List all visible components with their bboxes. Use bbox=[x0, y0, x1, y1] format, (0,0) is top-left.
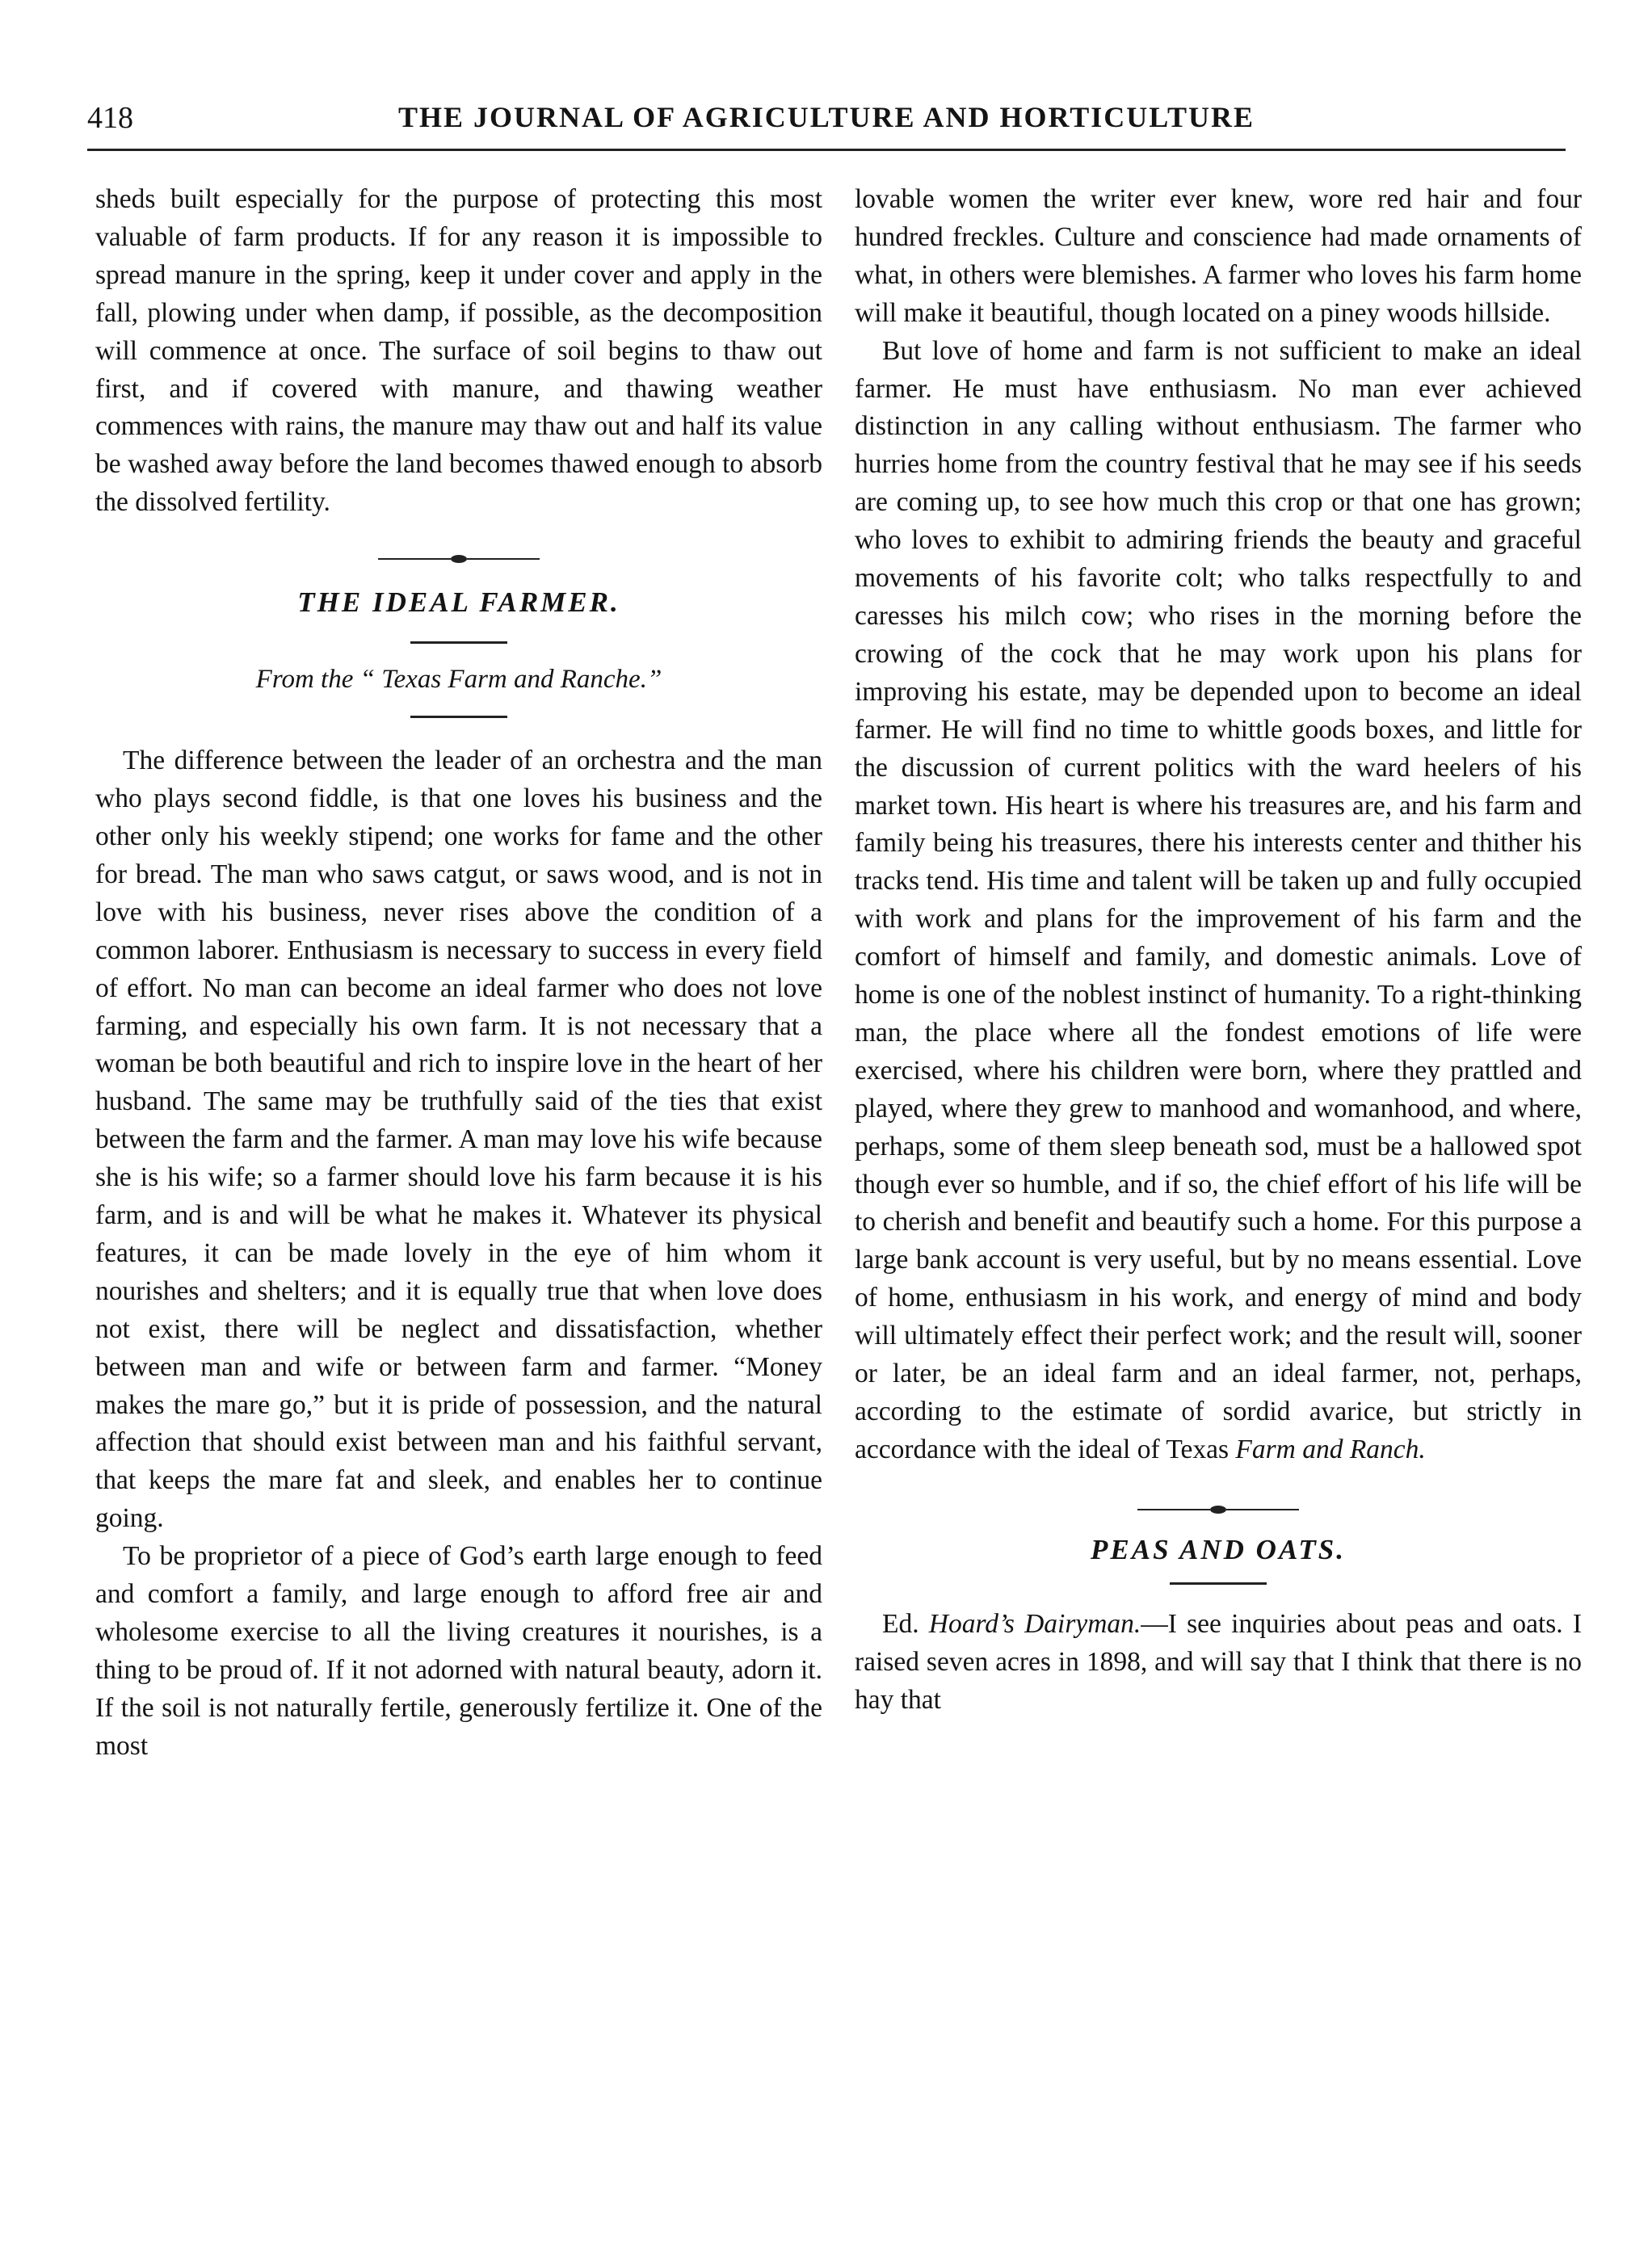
article-paragraph: lovable women the writer ever knew, wore red hair and four hundred freckles. Culture and conscience had made ornaments of what, in others were blemishes. A farmer who loves his farm home will make it beautiful, though located on a piney woods hillside. bbox=[855, 184, 1582, 328]
publication-name: Farm and Ranch. bbox=[1235, 1434, 1426, 1464]
continued-paragraph: sheds built especially for the purpose of protecting this most valuable of farm products. If for any reason it is impossible to spread manure in the spring, keep it under cover and apply in the fall, plowing under when damp, if possible, as the decomposition will commence at once. The surface of soil begins to thaw out first, and if covered with manure, and thawing weather commences with rains, the manure may thaw out and half its value be washed away before the land becomes thawed enough to absorb the dissolved fertility. bbox=[95, 184, 822, 518]
source-publication: Hoard’s Dairyman. bbox=[928, 1608, 1141, 1639]
article-paragraph: The difference between the leader of an orchestra and the man who plays second fiddle, is that one loves his business and the other only his weekly stipend; one works for fame and the other for bread. The man who saws catgut, or saws wood, and is not in love with his business, never rises above the condition of a common laborer. Enthusiasm is necessary to success in every field of effort. No man can become an ideal farmer who does not love farming, and especially his own farm. It is not necessary that a woman be both beautiful and rich to inspire love in the heart of her husband. The same may be truthfully said of the ties that exist between the farm and the farmer. A man may love his wife because she is his wife; so a farmer should love his farm because it is his farm, and is and will be what he makes it. Whatever its physical features, it can be made lovely in the eye of him whom it nourishes and shelters; and it is equally true that when love does not exist, there will be neglect and dissatisfaction, whether between man and wife or between farm and farmer. “Money makes the mare go,” but it is pride of possession, and the natural affection that should exist between man and his faithful servant, that keeps the mare fat and sleek, and enables her to continue going. bbox=[95, 746, 822, 1534]
left-column bbox=[95, 181, 822, 1766]
header-rule bbox=[87, 149, 1566, 151]
article-title: THE IDEAL FARMER. bbox=[297, 586, 620, 619]
journal-title: THE JOURNAL OF AGRICULTURE AND HORTICULTURE bbox=[398, 101, 1255, 133]
article-paragraph: To be proprietor of a piece of God’s earth large enough to feed and comfort a family, and large enough to afford free air and wholesome exercise to all the living creatures it nourishes, is a thing to be proud of. If it not adorned with natural beauty, adorn it. If the soil is not naturally fertile, generously fertilize it. One of the most bbox=[95, 1541, 822, 1761]
section-divider-ornament bbox=[95, 546, 822, 572]
article-source: From the “ Texas Farm and Ranche.” bbox=[255, 665, 662, 695]
section-divider-ornament bbox=[855, 1497, 1582, 1523]
article-paragraph: But love of home and farm is not sufficient to make an ideal farmer. He must have enthusiasm. No man ever achieved distinction in any calling without enthusiasm. The farmer who hurries home from the country festival that he may see if his seeds are coming up, to see how much this crop or that one has grown; who loves to exhibit to admiring friends the beauty and graceful movements of his favorite colt; who talks respectfully to and caresses his milch cow; who rises in the morning before the crowing of the cock that he may work upon his plans for improving his estate, may be depended upon to become an ideal farmer. He will find no time to whittle goods boxes, and little for the discussion of current politics with the ward heelers of his market town. His heart is where his treasures are, and his farm and family being his treasures, there his interests center and thither his tracks tend. His time and talent will be taken up and fully occupied with work and plans for the improvement of his farm and the comfort of himself and family, and domestic animals. Love of home is one of the noblest instinct of humanity. To a right-thinking man, the place where all the fondest emotions of life were exercised, where his children were born, where they prattled and played, where they grew to manhood and womanhood, and where, perhaps, some of them sleep beneath sod, must be a hallowed spot though ever so humble, and if so, the chief effort of his life will be to cherish and benefit and beautify such a home. For this purpose a large bank account is very useful, but by no means essential. Love of home, enthusiasm in his work, and energy of mind and body will ultimately effect their perfect work; and the result will, sooner or later, be an ideal farm and an ideal farmer, not, perhaps, according to the estimate of sordid avarice, but strictly in accordance with the ideal of Texas Farm and Ranch. bbox=[855, 335, 1582, 1464]
page-number: 418 bbox=[87, 101, 133, 135]
right-column bbox=[855, 181, 1582, 1720]
article-title: PEAS AND OATS. bbox=[1091, 1533, 1346, 1565]
article-paragraph: Ed. Hoard’s Dairyman.—I see inquiries about peas and oats. I raised seven acres in 1898, and will say that I think that there is no hay that bbox=[855, 1608, 1583, 1715]
running-head bbox=[87, 100, 1566, 141]
editor-prefix: Ed. bbox=[882, 1608, 919, 1639]
source-publication: Texas Farm and Ranche. bbox=[381, 665, 647, 695]
